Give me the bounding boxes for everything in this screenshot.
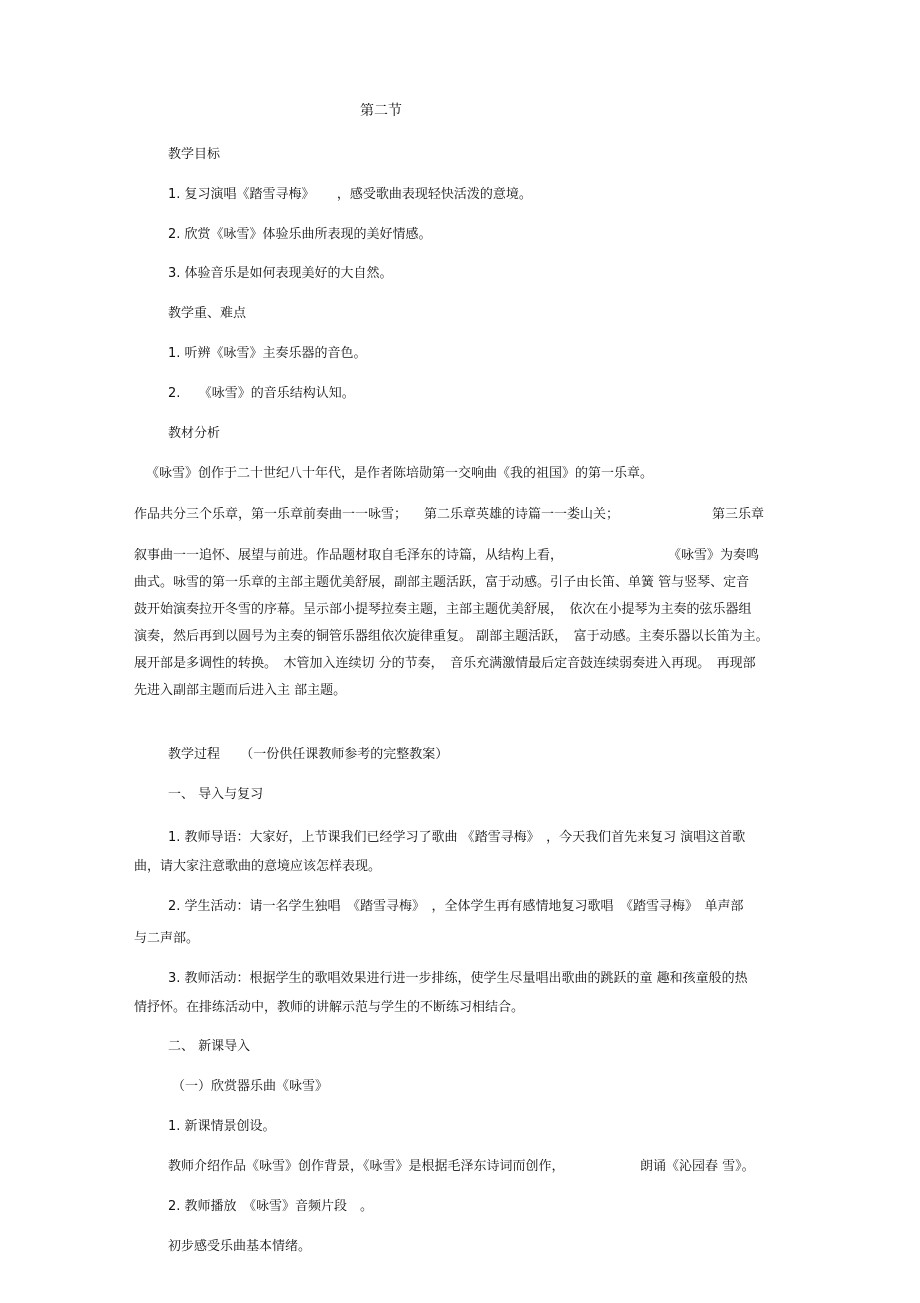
analysis-paragraph-line: 曲式。咏雪的第一乐章的主部主题优美舒展，副部主题活跃，富于动感。引子由长笛、单簧 管与竖琴、定音 [134, 575, 750, 590]
process-item-3 [168, 969, 748, 989]
list-number: 1. [168, 1119, 181, 1134]
process-item-3-continuation: 情抒怀。在排练活动中，教师的讲解示范与学生的不断练习相结合。 [134, 1000, 525, 1015]
keypoint-item-1 [168, 344, 367, 364]
list-number: 2. [168, 899, 181, 914]
list-text: ，感受歌曲表现轻快活泼的意境。 [336, 187, 532, 202]
list-text: 欣赏《咏雪》体验乐曲所表现的美好情感。 [184, 227, 432, 242]
list-text: 体验音乐是如何表现美好的大自然。 [184, 266, 393, 281]
list-number: 2. [168, 386, 181, 401]
analysis-paragraph-line: 第二乐章英雄的诗篇一一娄山关； [424, 507, 620, 522]
analysis-paragraph-line: 作品共分三个乐章，第一乐章前奏曲一一咏雪； [134, 507, 408, 522]
process-paragraph-line: 朗诵《沁园春 雪》。 [640, 1159, 755, 1174]
process-note: （一份供任课教师参考的完整教案） [240, 747, 449, 762]
analysis-paragraph-line: 叙事曲一一追怀、展望与前进。作品题材取自毛泽东的诗篇，从结构上看， [134, 548, 564, 563]
list-text: 《咏雪》的音乐结构认知。 [198, 386, 355, 401]
list-text: 教师播放 《咏雪》音频片段 。 [184, 1199, 374, 1214]
list-text: 新课情景创设。 [184, 1119, 276, 1134]
process-paragraph-line: 教师介绍作品《咏雪》创作背景，《咏雪》是根据毛泽东诗词而创作， [168, 1159, 565, 1174]
list-number: 3. [168, 971, 181, 986]
list-number: 1. [168, 187, 181, 202]
keypoint-item-2 [168, 384, 355, 404]
process-section-2-heading: 二、 新课导入 [168, 1039, 251, 1054]
process-item-2-continuation: 与二声部。 [134, 931, 200, 946]
list-text: 教师活动：根据学生的歌唱效果进行进一步排练，使学生尽量唱出歌曲的跳跃的童 趣和孩童般的热 [184, 971, 748, 986]
process-section-1-heading: 一、 导入与复习 [168, 787, 264, 802]
section-heading-analysis: 教材分析 [168, 426, 221, 441]
analysis-paragraph-line: 《咏雪》创作于二十世纪八十年代，是作者陈培勋第一交响曲《我的祖国》的第一乐章。 [146, 466, 654, 481]
goal-item-1 [168, 185, 532, 205]
process-section-2-item-1 [168, 1117, 276, 1137]
process-item-1-continuation: 曲，请大家注意歌曲的意境应该怎样表现。 [134, 859, 382, 874]
analysis-paragraph-line: 鼓开始演奏拉开冬雪的序幕。呈示部小提琴拉奏主题，主部主题优美舒展， 依次在小提琴为主奏的弦乐器组 [134, 602, 752, 617]
analysis-paragraph-line: 先进入副部主题而后进入主 部主题。 [134, 683, 347, 698]
list-number: 3. [168, 266, 181, 281]
list-text: 复习演唱《踏雪寻梅》 [184, 187, 315, 202]
list-number: 2. [168, 1199, 181, 1214]
analysis-paragraph-line: 第三乐章 [712, 507, 765, 522]
subsection-heading: （一）欣赏器乐曲《咏雪》 [172, 1079, 329, 1094]
page-title: 第二节 [360, 103, 402, 119]
list-number: 1. [168, 346, 181, 361]
process-heading: 教学过程 [168, 747, 221, 762]
process-item-1 [168, 828, 745, 848]
section-heading-keypoints: 教学重、难点 [168, 306, 247, 321]
list-text: 听辨《咏雪》主奏乐器的音色。 [184, 346, 367, 361]
goal-item-2 [168, 225, 432, 245]
analysis-paragraph-line: 演奏，然后再到以圆号为主奏的铜管乐器组依次旋律重复。 副部主题活跃， 富于动感。主奏乐器以长笛为主。 [134, 629, 769, 644]
process-paragraph-line: 初步感受乐曲基本情绪。 [168, 1239, 312, 1254]
list-text: 教师导语：大家好，上节课我们已经学习了歌曲 《踏雪寻梅》 ，今天我们首先来复习 演唱这首歌 [184, 830, 746, 845]
process-item-2 [168, 897, 744, 917]
analysis-paragraph-line: 《咏雪》为奏鸣 [668, 548, 760, 563]
section-heading-goals: 教学目标 [168, 147, 221, 162]
goal-item-3 [168, 264, 393, 284]
analysis-paragraph-line: 展开部是多调性的转换。 木管加入连续切 分的节奏， 音乐充满激情最后定音鼓连续弱奏进入再现。 再现部 [134, 656, 756, 671]
list-number: 1. [168, 830, 181, 845]
list-number: 2. [168, 227, 181, 242]
process-section-2-item-2 [168, 1197, 373, 1217]
list-text: 学生活动：请一名学生独唱 《踏雪寻梅》 ，全体学生再有感情地复习歌唱 《踏雪寻梅》 单声部 [184, 899, 744, 914]
section-heading-process [168, 745, 448, 765]
